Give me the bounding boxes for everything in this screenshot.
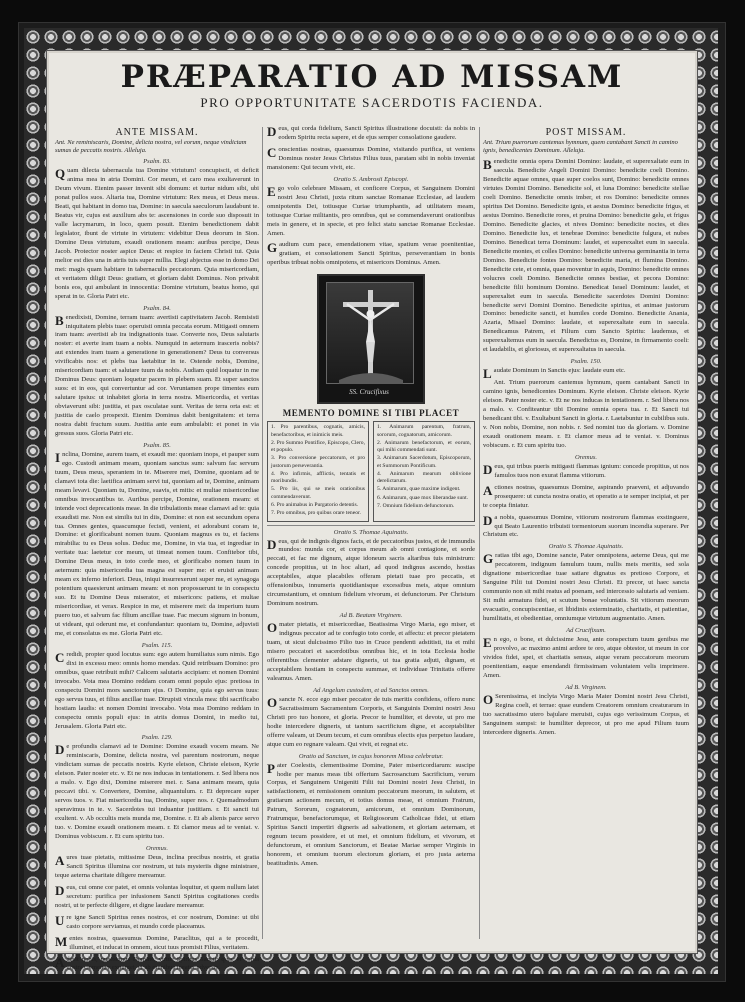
prayer-text: En ego, o bone, et dulcissime Jesu, ante conspectum tuum genibus me provolvo, ac maximo animi ardore te oro, atque obtestor, ut meum in cor vividos fidei, spei, et charitatis sensus, atque veram peccatorum meorum poenitentiam, eaque emendandi firmissimam voluntatem velis imprimere. Amen. [483, 635, 689, 679]
drop-capital: U [55, 912, 65, 928]
memento-item: 7. Pro omnibus, pro quibus orare teneor. [271, 510, 361, 517]
drop-capital: D [55, 742, 65, 758]
drop-capital: E [483, 635, 492, 651]
psalm-label: Psalm. 150. [570, 358, 602, 366]
prayer-text: Actiones nostras, quaesumus Domine, aspirando praeveni, et adjuvando prosequere: ut cuncta nostra oratio, et operatio a te semper incipiat, et per te coepta finiatur. [483, 482, 689, 509]
drop-capital: Q [55, 166, 66, 182]
drop-capital: E [267, 183, 276, 199]
canticle-text: Benedicite omnia opera Domini Domino: laudate, et superexaltate eum in saecula. Benedicite Angeli Domini Domino: benedicite coeli Domino. Benedicite aquae omnes, quae super coelos sunt, Domino: benedicite omnes virtutes Domini Domino. Benedicite sol, et luna Domino: benedicite stellae coeli Domino. Benedicite omnis imber, et ros Domino: benedicite omnes spiritus Dei Domino. Benedicite ignis, et aestus Domino: benedicite frigus, et aestus Domino. Benedicite rores, et pruina Domino: benedicite gelu, et frigus Domino. Benedicite glacies, et nives Domino: benedicite noctes, et dies Domino. Benedicite lux, et tenebrae Domino: benedicite fulgura, et nubes Domino. Benedicat terra Dominum: laudet, et superexaltet eum in saecula. Benedicite montes, et colles Domino: benedicite universa germinantia in terra Domino. Benedicite fontes Domino: benedicite maria, et flumina Domino. Benedicite cete, et omnia, quae moventur in aquis, Domino: benedicite omnes volucres coeli Domino. Benedicite omnes bestiae, et pecora Domino: benedicite filii hominum Domino. Benedicat Israel Dominum: laudet, et superexaltet eum in saecula. Benedicite sacerdotes Domini Domino: benedicite servi Domini Domino. Benedicite spiritus, et animae justorum Domino: benedicite sancti, et humiles corde Domino. Benedicite Anania, Azaria, Misael Domino: laudate, et superexaltate eum in saecula. Benedicamus Patrem, et Filium cum Sancto Spiritu: laudemus, et superexaltemus eum in saecula. Benedictus es, Domine, in firmamento coeli: et laudabilis, et gloriosus, et superexaltatus in saecula. [483, 157, 689, 354]
drop-capital: G [267, 240, 278, 256]
rubric: Ad B. Virginem. [565, 683, 607, 691]
prayer-text: Conscientias nostras, quaesumus Domine, visitando purifica, ut veniens Dominus noster Jesus Christus Filius tuus, paratam sibi in nobis inveniat mansionem: Qui tecum vivit, etc. [267, 144, 475, 171]
drop-capital: D [267, 124, 277, 139]
prayer-text: Adesit nobis, quaesumus Domine, virtus Spiritus Sancti: quae et corda nostra clementer expurget, et ab omnibus tueatur adversis. [55, 954, 259, 972]
memento-item: 7. Omnium fidelium defunctorum. [377, 503, 455, 509]
poster-subtitle: PRO OPPORTUNITATE SACERDOTIS FACIENDA. [200, 95, 544, 110]
psalm-83-text: Quam dilecta tabernacula tua Domine virtutum! concupiscit, et deficit anima mea in atria Domini. Cor meum, et caro mea exultaverunt in Deum vivum. Etenim passer invenit sibi domum: et turtur nidum sibi, ubi ponat pullos suos. Altaria tua, Domine virtutum: Rex meus, et Deus meus. Beati, qui habitant in domo tua, Domine: in saecula saeculorum laudabunt te. Beatus vir, cujus est auxilium abs te: ascensiones in corde suo disposuit in valle lacrymarum, in loco, quem posuit. Etenim benedictionem dabit legislator, ibunt de virtute in virtutem: videbitur Deus deorum in Sion. Domine Deus virtutum, exaudi orationem meam: auribus percipe, Deus Jacob. Protector noster aspice Deus: et respice in faciem Christi tui. Quia melior est dies una in atriis tuis super millia. Elegi abjectus esse in domo Dei mei: magis quam habitare in tabernaculis peccatorum. Quia misericordiam, et veritatem diligit Deus: gratiam, et gloriam dabit Dominus. Non privabit bonis eos, qui ambulant in innocentia: Domine virtutum, beatus homo, qui sperat in te. Gloria Patri etc. [55, 166, 259, 300]
drop-capital: D [55, 882, 65, 898]
prayer-text: Osancte N. ecce ego miser peccator de tuis meritis confidens, offero nunc Sacratissimum Sacramentum Corporis, et Sanguinis Domini nostri Jesu Christi pro tuo honore, et gloria. Precor te humiliter, et devote, ut pro me hodie intercedere digneris, ut tantum sacrificium digne, et acceptabiliter offerre valeam, ut Deum tecum, et cum omnibus electis ejus perpetuo laudare, atque cum eo regnare valeam. Qui vivit, et regnat etc. [267, 694, 475, 748]
memento-item: 5. Pro iis, qui se meis orationibus commendaverunt. [271, 486, 365, 500]
drop-capital: O [483, 691, 494, 707]
memento-item: 5. Animarum, quae maxime indigent. [377, 486, 461, 493]
drop-capital: C [267, 144, 277, 160]
psalm-label: Psalm. 84. [143, 304, 171, 312]
memento-item: 2. Animarum benefactorum, et eorum, qui mihi commendati sunt. [377, 439, 471, 454]
column-divider-left [262, 127, 263, 939]
memento-vivorum [267, 421, 369, 521]
psalm-84-text: Benedixisti, Domine, terram tuam: avertisti captivitatem Jacob. Remisisti iniquitatem plebis tuae: operuisti omnia peccata eorum. Mitigasti omnem iram tuam: avertisti ab ira indignationis tuae. Converte nos, Deus salutaris noster: et averte iram tuam a nobis. Numquid in aeternum irasceris nobis? aut extendes iram tuam a generatione in generationem? Deus tu conversus vivificabis nos: et plebs tua laetabitur in te. Ostende nobis, Domine, misericordiam tuam: et salutare tuum da nobis. Audiam quid loquatur in me Dominus Deus: quoniam loquetur pacem in plebem suam. Et super sanctos suos: et in eos, qui convertuntur ad cor. Veruntamen prope timentes eum salutare ipsius: ut inhabitet gloria in terra nostra. Misericordia, et veritas obviaverunt sibi: justitia, et pax osculatae sunt. Veritas de terra orta est: et justitia de caelo prospexit. Etenim Dominus dabit benignitatem: et terra nostra dabit fructum suum. Justitia ante eum ambulabit: et ponet in via gressus suos. Gloria Patri etc. [55, 312, 259, 437]
rubric: Oratio S. Thomae Aquinatis. [333, 528, 409, 536]
memento-item: 3. Pro conversione peccatorum, et pro justorum perseverantia. [271, 455, 365, 469]
memento-item: 6. Pro animabus in Purgatorio detentis. [271, 502, 359, 508]
drop-capital: A [55, 852, 65, 868]
psalm-label: Psalm. 83. [143, 158, 171, 166]
prayer-text: Omater pietatis, et misericordiae, Beatissima Virgo Maria, ego miser, et indignus peccator ad te confugio toto corde, et affectu: et precor pietatem tuam, ut sicut dulcissimo Filio tuo in Cruce pendenti adstitisti, ita et mihi misero peccatori et sacerdotibus omnibus hic, et in tota Ecclesia hodie offerentibus clementer adstare digneris, ut tua gratia adjuti, dignam, et acceptabilem hostiam in conspectu summae, et individuae Trinitatis offerre valeamus. Amen. [267, 620, 475, 682]
psalm-129-text: De profundis clamavi ad te Domine: Domine exaudi vocem meam. Ne reminiscaris, Domine, delicta nostra, vel parentum nostrorum, neque vindictam sumas de peccatis nostris. Kyrie eleison, Christe eleison, Kyrie eleison. Pater noster etc. v. Et ne nos inducas in tentationem. r. Sed libera nos a malo. v. Ego dixi, Domine miserere mei. r. Sana animam meam, quia peccavi tibi. v. Convertere, Domine, aliquantulum. r. Et deprecare super servos tuos. v. Fiat misericordia tua, Domine, super nos. r. Quemadmodum speravimus in te. v. Sacerdotes tui induantur justitiam. r. Et sancti tui exultent. v. Ab occultis meis munda me, Domine. r. Et ab alienis parce servo tuo. v. Domine exaudi orationem meam. r. Et clamor meus ad te veniat. v. Dominus vobiscum. r. Et cum spiritu tuo. [55, 742, 259, 841]
prayer-text: Aures tuae pietatis, mitissime Deus, inclina precibus nostris, et gratia Sancti Spiritus illumina cor nostrum, ut tuis mysteriis digne ministrare, teque aeterna charitate diligere mereamur. [55, 852, 259, 879]
engraving-caption: SS. Crucifixus [349, 388, 389, 397]
memento-item: 2. Pro Summo Pontifice, Episcopo, Clero, et populo. [271, 439, 366, 454]
drop-capital: L [483, 366, 492, 382]
memento-item: 6. Animarum, quae mox liberandae sunt. [377, 494, 469, 501]
rubric: Ad B. Beatam Virginem. [339, 612, 403, 620]
psalm-label: Psalm. 115. [141, 641, 173, 649]
poster-sheet [46, 50, 698, 972]
prayer-text: Deus, qui corda fidelium, Sancti Spiritus illustratione docuisti: da nobis in eodem Spiritu recta sapere, et de ejus semper consolatione gaudere. [267, 124, 475, 141]
drop-capital: I [55, 449, 61, 465]
drop-capital: D [267, 536, 277, 552]
memento-item: 1. Animarum parentum, fratrum, sororum, cognatorum, amicorum. [377, 424, 471, 438]
psalm-150-text: Laudate Dominum in Sanctis ejus: laudate eum etc. [483, 366, 626, 382]
prayer-text: Gaudium cum pace, emendationem vitae, spatium verae poenitentiae, gratiam, et consolationem Sancti Spiritus, perseverantiam in bonis operibus tribuat nobis omnipotens, et misericors Dominus. Amen. [267, 240, 475, 267]
prayer-text: Deus, qui de indignis dignos facis, et de peccatoribus justos, et de immundis mundos: munda cor, et corpus meum ab omni contagione, et sorde peccati, et fac me dignum, atque idoneum sacris altaribus tuis ministrum: concede propitius, ut in hoc altari, ad quod indignus ascendo, hostias acceptabiles, atque placabiles offeram pietati tuae pro peccatis, et offensionibus, innumeris quotidianisque excessibus meis, atque omnium circumstantium, et omnium fidelium vivorum, et defunctorum. Per Christum Dominum nostrum. [267, 536, 475, 608]
rubric: Ad Crucifixum. [566, 627, 606, 635]
prayer-text: Pater Coelestis, clementissime Domine, Pater misericordiarum: suscipe hodie per manus meas tibi offertum Sacrosanctum Sacrificium, verum Corpus, et Sanguinem Unigeniti Filii tui Domini nostri Jesu Christi, in satisfactionem, et remissionem omnium peccatorum meorum, in salutem, et gratiarum actionem mecum, et totius domus meae, et omnium Fratrum, Patrum, Sororum, cognatorum, amicorum, et omnium Dominorum, Fratrumque, benefactorumque, et Religiosorum Catholicae fidei, ut etiam Spiritus Sancti impertiri digneris ad salvationem, et gloriam aeternam, et regnum tecum possidere, et ut mei, et omnium fidelium, et vivorum, et defunctorum, et omnium Sanctorum, et Beatae Mariae semper Virginis in honorem, et omnium tuorum electorum gloriam, et pro justa aeterna beatitudinis. Amen. [267, 760, 475, 868]
rubric: Oratio S. Thomae Aquinatis. [548, 543, 624, 551]
rubric: Ad Angelum custodem, et ad Sanctos omnes. [313, 686, 429, 694]
drop-capital: B [55, 312, 64, 328]
drop-capital: D [483, 512, 493, 528]
memento-item: 1. Pro parentibus, cognatis, amicis, benefactoribus, et inimicis meis. [271, 424, 365, 438]
drop-capital: G [483, 551, 494, 567]
drop-capital: A [55, 954, 65, 970]
psalm-label: Psalm. 85. [143, 441, 171, 449]
antiphon: Ant. Ne reminiscaris, Domine, delicta nostra, vel eorum, neque vindictam sumas de peccatis nostris. Alleluja. [55, 139, 247, 155]
oremus-label: Oremus. [575, 453, 597, 461]
intention-text: Ego volo celebrare Missam, et conficere Corpus, et Sanguinem Domini nostri Jesu Christi, juxta ritum sanctae Romanae Ecclesiae, ad laudem omnipotentis Dei, totiusque Curiae triumphantis, ad utilitatem meam, totiusque Curiae militantis, pro omnibus, qui se commendaverunt orationibus meis in genere, et in specie, et pro felici statu sanctae Romanae Ecclesiae. Amen. [267, 183, 475, 237]
memento-item: 3. Animarum Sacerdotum, Episcoporum, et Summorum Pontificum. [377, 455, 471, 469]
psalm-label: Psalm. 129. [141, 734, 173, 742]
antiphon: Ant. Trium puerorum cantemus hymnum, quem cantabant Sancti in camino ignis, benedicentes Dominum. Alleluja. [483, 139, 678, 155]
column-ante-missam [55, 125, 259, 972]
column-middle [267, 125, 475, 943]
section-heading-ante-missam: ANTE MISSAM. [115, 127, 199, 138]
memento-table [267, 421, 475, 521]
drop-capital: C [55, 649, 65, 665]
prayer-text: Deus, cui omne cor patet, et omnis voluntas loquitur, et quem nullum latet secretum: purifica per infusionem Sancti Spiritus cogitationes cordis nostri, ut te perfecte diligere, et digne laudare mereamur. [55, 882, 259, 909]
versicles-text: Ant. Trium puerorum cantemus hymnum, quem cantabant Sancti in camino ignis, benedicentes Dominum. Kyrie eleison. Christe eleison. Kyrie eleison. Pater noster etc. v. Et ne nos inducas in tentationem. r. Sed libera nos a malo. v. Confiteantur tibi Domine omnia opera tua. r. Et Sancti tui benedicant tibi. v. Exultabunt Sancti in gloria. r. Laetabuntur in cubilibus suis. v. Non nobis, Domine, non nobis. r. Sed nomini tuo da gloriam. v. Domine exaudi orationem meam. r. Et clamor meus ad te veniat. v. Dominus vobiscum. r. Et cum spiritu tuo. [483, 379, 689, 449]
crucifix-icon [319, 276, 423, 402]
memento-mortuorum [373, 421, 475, 521]
prayer-text: Deus, qui tribus pueris mitigasti flammas ignium: concede propitius, ut nos famulos tuos non exurat flamma vitiorum. [483, 461, 689, 479]
drop-capital: O [267, 620, 278, 636]
drop-capital: A [483, 482, 493, 498]
prayer-text: Da nobis, quaesumus Domine, vitiorum nostrorum flammas exstinguere, qui Beato Laurentio tribuisti tormentorum suorum incendia superare. Per Christum etc. [483, 512, 689, 539]
drop-capital: P [267, 760, 275, 776]
crucifix-engraving [317, 274, 425, 404]
prayer-text: Gratias tibi ago, Domine sancte, Pater omnipotens, aeterne Deus, qui me peccatorem, indignum famulum tuum, nullis meis meritis, sed sola dignatione misericordiae tuae satiare dignatus es pretioso Corpore, et Sanguine Filii tui Domini nostri Jesu Christi. Et precor, ut haec sancta communio non sit mihi reatus ad poenam, sed intercessio salutaris ad veniam. Sit mihi armatura fidei, et scutum bonae voluntatis. Sit vitiorum meorum evacuatio, concupiscentiae, et libidinis exterminatio, charitatis, et patientiae, humilitatis, et obedientiae, omniumque virtutum augmentatio. Amen. [483, 551, 689, 623]
drop-capital: D [483, 461, 493, 477]
drop-capital: O [267, 694, 278, 710]
prayer-text: O Serenissima, et inclyta Virgo Maria Mater Domini nostri Jesu Christi, Regina coeli, et terrae: quae eundem Creatorem omnium creaturarum in tuo sacratissimo utero bajulare meruisti, cujus ego verissimum Corpus, et Sanguinem sumpsi: te humiliter deprecor, ut pro me apud Filium tuum intercedere digneris. Amen. [483, 691, 689, 736]
poster-title: PRÆPARATIO AD MISSAM [120, 59, 624, 95]
memento-item: 4. Animarum mearum oblivione derelictarum. [377, 470, 471, 485]
drop-capital: B [483, 157, 492, 173]
memento-item: 4. Pro infirmis, afflictis, tentatis et moribundis. [271, 470, 365, 485]
rubric: Oratio S. Ambrosii Episcopi. [333, 175, 409, 183]
section-heading-post-missam: POST MISSAM. [545, 127, 627, 138]
psalm-115-text: Credidi, propter quod locutus sum: ego autem humiliatus sum nimis. Ego dixi in excessu meo: omnis homo mendax. Quid retribuam Domino: pro omnibus, quae retribuit mihi? Calicem salutaris accipiam: et nomen Domini invocabo. Vota mea Domino reddam coram omni populo ejus: pretiosa in conspectu Domini mors sanctorum ejus. O Domine, quia ego servus tuus: ego servus tuus, et filius ancillae tuae. Dirupisti vincula mea: tibi sacrificabo hostiam laudis: et nomen Domini invocabo. Vota mea Domino reddam in conspectu omnis populi ejus: in atriis domus Domini, in medio tui, Jerusalem. Gloria Patri etc. [55, 649, 259, 730]
column-post-missam [483, 125, 689, 943]
prayer-text: Ure igne Sancti Spiritus renes nostros, et cor nostrum, Domine: ut tibi casto corpore serviamus, et mundo corde placeamus. [55, 912, 259, 930]
divider [267, 525, 475, 526]
psalm-85-text: Inclina, Domine, aurem tuam, et exaudi me: quoniam inops, et pauper sum ego. Custodi animam meam, quoniam sanctus sum: salvum fac servum tuum, Deus meus, sperantem in te. Miserere mei, Domine, quoniam ad te clamavi tota die: laetifica animam servi tui, quoniam ad te, Domine, animam meam levavi. Quoniam tu, Domine, suavis, et mitis: et multae misericordiae omnibus invocantibus te. Auribus percipe, Domine, orationem meam: et intende voci deprecationis meae. In die tribulationis meae clamavi ad te: quia exaudisti me. Non est similis tui in diis, Domine: et non est secundum opera tua. Omnes gentes, quascumque fecisti, venient, et adorabunt coram te, Domine: et glorificabunt nomen tuum. Quoniam magnus es tu, et faciens mirabilia: tu es Deus solus. Deduc me, Domine, in via tua, et ingrediar in veritate tua: laetetur cor meum, ut timeat nomen tuum. Confitebor tibi, Domine Deus meus, in toto corde meo, et glorificabo nomen tuum in aeternum: quia misericordia tua magna est super me: et eruisti animam meam ex inferno inferiori. Deus, iniqui insurrexerunt super me, et synagoga potentium quaesierunt animam meam: et non proposuerunt te in conspectu suo. Et tu Domine Deus miserator, et misericors: patiens, et multae misericordiae, et verax. Respice in me, et miserere mei: da imperium tuum puero tuo, et salvum fac filium ancillae tuae. Fac mecum signum in bonum, ut videant, qui oderunt me, et confundantur: quoniam tu, Domine, adjuvisti me, et consolatus es me. Gloria Patri etc. [55, 449, 259, 637]
drop-capital: M [55, 933, 68, 949]
memento-heading: MEMENTO DOMINE SI TIBI PLACET [282, 408, 460, 419]
column-divider-right [479, 127, 480, 939]
prayer-text: Mentes nostras, quaesumus Domine, Paraclitus, qui a te procedit, illuminet, et inducat in omnem, sicut tuus promisit Filius, veritatem. [55, 933, 259, 951]
oremus-label: Oremus. [146, 844, 168, 852]
rubric: Oratio ad Sanctum, in cujus honorem Missa celebratur. [298, 752, 444, 760]
